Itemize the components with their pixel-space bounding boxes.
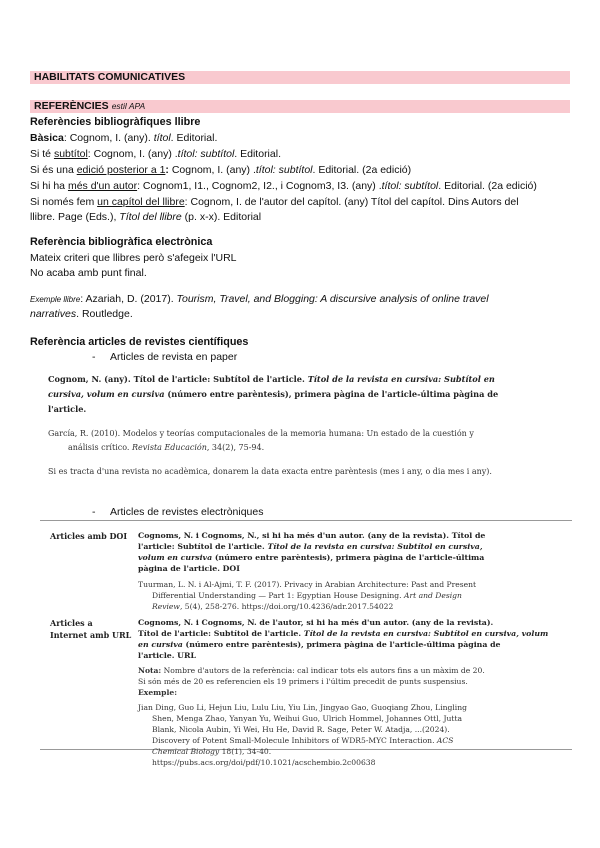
exemple-llibre: Exemple llibre: Azariah, D. (2017). Tourism, Travel, and Blogging: A discursive analysis of online travel (30, 293, 489, 305)
row-label-doi: Articles amb DOI (50, 531, 128, 541)
doi-example: Tuurman, L. N. i Al-Ajmi, T. F. (2017). Privacy in Arabian Architecture: Past and Present Differential Understanding — Part 1: Egyptian House Designing. Art and Design Review, 5(4), 258-276. https://doi.org/10.4236/adr.2017.54022 (138, 580, 477, 611)
url-example: Jian Ding, Guo Li, Hejun Liu, Lulu Liu, Yiu Lin, Jingyao Gao, Guoqiang Zhou, Lingling Shen, Menga Zhao, Yanyan Yu, Weihui Guo, Ulrich Hommel, Johannes Ottl, Jutta Blank, Nicola Aubin, Yi Wei, Hu He, David R. Sage, Peter W. Atadja, ...(2024). Discovery of Potent Small-Molecule Inhibitors of WDR5-MYC Interaction. ACS Chemical Biology 18(1), 34-40. https://pubs.acs.org/doi/pdf/10.1021/acschembio.2c00638 (138, 703, 467, 767)
rule-basica: Bàsica: Cognom, I. (any). títol. Editorial. (30, 132, 218, 144)
section-header-text: HABILITATS COMUNICATIVES (34, 71, 186, 83)
row-label-url: Articles a Internet amb URL (50, 618, 132, 640)
rule-autors: Si hi ha més d'un autor: Cognom1, I1., Cognom2, I2., i Cognom3, I3. (any) .títol: subtítol. Editorial. (2a edició) (30, 180, 537, 192)
row-doi-content (138, 530, 568, 615)
revistes-title: Referència articles de revistes científiques (30, 336, 249, 348)
rule-subtitol: Si té subtítol: Cognom, I. (any) .títol: subtítol. Editorial. (30, 148, 281, 160)
bullet-dash: - (92, 351, 96, 363)
electronic-articles-table (40, 520, 572, 767)
paper-note: Si es tracta d'una revista no acadèmica, donarem la data exacta entre parèntesis (mes i any, o dia mes i any). (48, 467, 492, 476)
paper-format-line2: cursiva, volum en cursiva (número entre parèntesis), primera pàgina de l'article-última pàgina de (48, 389, 499, 399)
rule-capitol: Si només fem un capítol del llibre: Cognom, I. de l'autor del capítol. (any) Títol del capítol. Dins Autors del (30, 196, 519, 208)
electronica-line1: Mateix criteri que llibres però s'afegeix l'URL (30, 252, 237, 264)
section-header-text: REFERÈNCIES estil APA (34, 100, 146, 112)
bullet-dash: - (92, 506, 96, 518)
paper-format-line3: l'article. (48, 404, 87, 414)
table-divider (40, 520, 572, 521)
section-header-habilitats (30, 71, 570, 84)
url-note: Nota: Nombre d'autors de la referència: cal indicar tots els autors fins a un màxim de 20. Si són més de 20 es referencien els 19 primers i l'últim precedit de punts suspensius. Exemple: (138, 666, 485, 697)
paper-format-line1: Cognom, N. (any). Títol de l'article: Subtítol de l'article. Títol de la revista en cursiva: Subtítol en (48, 374, 495, 384)
electronica-title: Referència bibliogràfica electrònica (30, 236, 213, 248)
section-header-referencies (30, 100, 570, 113)
paper-example-line2: análisis crítico. Revista Educación, 34(2), 75-94. (68, 443, 265, 452)
electronica-line2: No acaba amb punt final. (30, 267, 147, 279)
paper-example-line1: García, R. (2010). Modelos y teorías computacionales de la memoria humana: Un estado de la cuestión y (48, 429, 474, 438)
rule-edicio: Si és una edició posterior a 1: Cognom, I. (any) .títol: subtítol. Editorial. (2a edició) (30, 164, 412, 176)
bullet-electroniques: - Articles de revistes electròniques (92, 506, 264, 518)
doi-format: Cognoms, N. i Cognoms, N., si hi ha més d'un autor. (any de la revista). Títol de l'article: Subtítol de l'article. Títol de la revista en cursiva: Subtítol en cursiva, volum en cursiva (número entre parèntesis), primera pàgina de l'article-última pàgina de l'article. DOI (138, 531, 486, 573)
bullet-paper: - Articles de revista en paper (92, 351, 238, 363)
url-format: Cognoms, N. i Cognoms, N. de l'autor, si hi ha més d'un autor. (any de la revista). Títol de l'article: Subtítol de l'article. Títol de la revista en cursiva: Subtítol en cursiva, volum en cursiva (número entre parèntesis), primera pàgina de l'article-última pàgina de l'article. URL (138, 618, 549, 660)
exemple-llibre-line2: narratives. Routledge. (30, 308, 133, 320)
row-url-content (138, 617, 568, 771)
rule-capitol-line2: llibre. Page (Eds.), Títol del llibre (p. x-x). Editorial (30, 211, 262, 223)
llibre-title: Referències bibliogràfiques llibre (30, 116, 201, 128)
